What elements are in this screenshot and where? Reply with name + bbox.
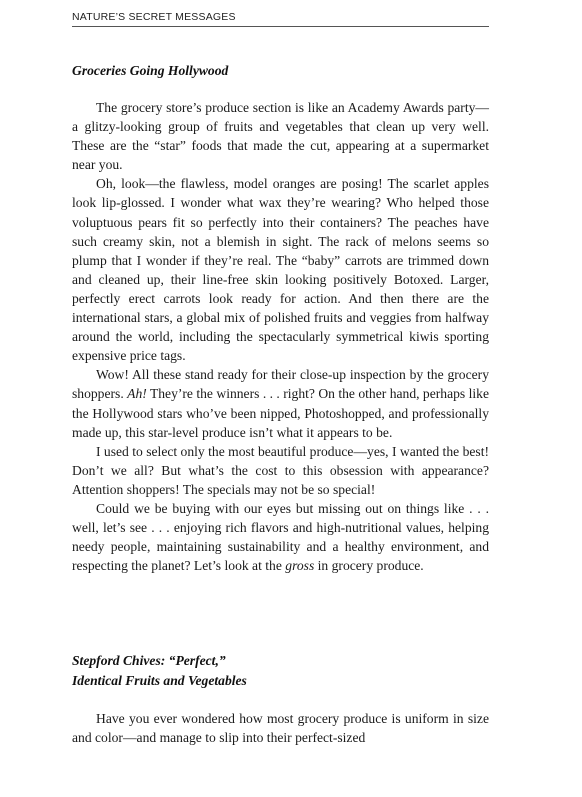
italic-text: gross	[285, 558, 315, 574]
paragraph	[72, 709, 489, 747]
paragraph-text: Oh, look—the flawless, model oranges are posing! The scarlet apples look lip-glossed. I wonder what wax they’re wearing? Who helped those voluptuous pears fit so perfectly into their containers? The peaches have such creamy skin, not a blemish in sight. The rack of melons seems so plump that I wonder if they’re real. The “baby” carrots are trimmed down and cleaned up, their line-free skin looking positively Botoxed. Larger, perfectly erect carrots look ready for action. And then there are the international stars, a global mix of polished fruits and veggies from halfway around the world, including the spectacularly symmetrical kiwis sporting expensive price tags.	[72, 176, 489, 364]
section-heading-stepford	[72, 651, 247, 691]
paragraph-text: Have you ever wondered how most grocery produce is uniform in size and color—and manage to slip into their perfect-sized	[72, 711, 489, 746]
section-heading-stepford-line2: Identical Fruits and Vegetables	[72, 673, 247, 688]
section-body-groceries	[72, 98, 489, 575]
running-head: NATURE’S SECRET MESSAGES	[72, 11, 489, 27]
paragraph	[72, 442, 489, 499]
section-heading-groceries: Groceries Going Hollywood	[72, 63, 229, 78]
paragraph-text: They’re the winners . . . right? On the other hand, perhaps like the Hollywood stars who’ve been nipped, Photoshopped, and professionally made up, this star-level produce isn’t what it appears to be.	[72, 386, 489, 440]
paragraph-text: I used to select only the most beautiful produce—yes, I wanted the best! Don’t we all? But what’s the cost to this obsession with appearance? Attention shoppers! The specials may not be so special!	[72, 443, 489, 497]
italic-text: Ah!	[127, 386, 147, 402]
section-body-stepford	[72, 709, 489, 747]
paragraph-text: Could we be buying with our eyes but missing out on things like . . . well, let’s see . . . enjoying rich flavors and high-nutritional values, helping needy people, maintaining sustainability and a healthy environment, and respecting the planet? Let’s look at the	[72, 500, 489, 574]
paragraph-text: The grocery store’s produce section is like an Academy Awards party—a glitzy-looking group of fruits and vegetables that clean up very well. These are the “star” foods that made the cut, appearing at a supermarket near you.	[72, 100, 489, 173]
paragraph	[72, 174, 489, 365]
paragraph-text: Wow! All these stand ready for their close-up inspection by the grocery shoppers.	[72, 367, 489, 402]
section-heading-stepford-line1: Stepford Chives: “Perfect,”	[72, 653, 226, 668]
paragraph-text: in grocery produce.	[314, 558, 424, 574]
paragraph	[72, 499, 489, 575]
paragraph	[72, 365, 489, 441]
paragraph	[72, 98, 489, 174]
